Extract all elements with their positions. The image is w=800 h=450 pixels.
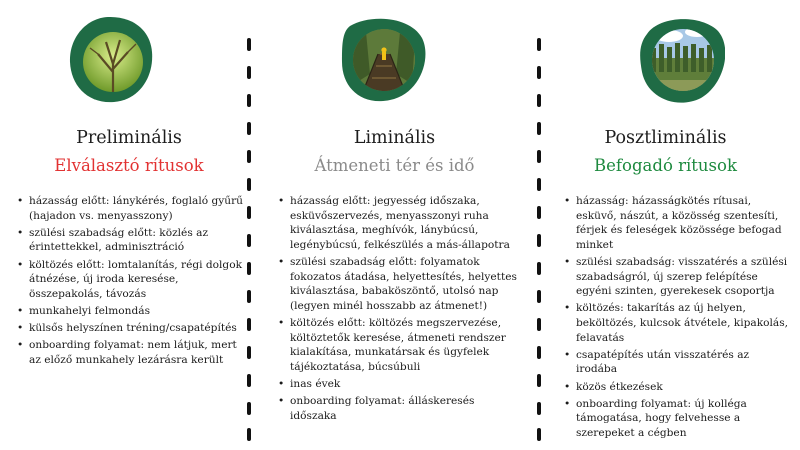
column-preliminal [0, 0, 258, 450]
list-item: • szülési szabadság előtt: folyamatok fokozatos átadása, helyettesítés, helyettes kiválasztása, babaköszöntő, utolsó nap (legyen minél hosszabb az átmenet!) [278, 255, 524, 313]
phase-subtitle: Átmeneti tér és idő [314, 156, 475, 175]
forest-canopy-image [68, 14, 154, 104]
list-item: • költözés: takarítás az új helyen, beköltözés, kulcsok átvétele, kipakolás, felavatás [564, 301, 789, 345]
phase-subtitle: Elválasztó rítusok [54, 156, 204, 175]
column-liminal [258, 0, 531, 450]
phase-list [17, 194, 243, 370]
list-item: • onboarding folyamat: álláskeresés időszaka [278, 394, 524, 423]
list-item: • munkahelyi felmondás [17, 304, 243, 319]
dashed-separator [247, 38, 252, 438]
phase-list [564, 194, 789, 443]
phase-title: Liminális [353, 128, 436, 148]
list-item: • onboarding folyamat: új kolléga támogatása, hogy felvehesse a szerepeket a cégben [564, 397, 789, 441]
phase-subtitle: Befogadó rítusok [594, 156, 737, 175]
phase-title: Preliminális [76, 128, 182, 148]
list-item: • költözés előtt: költözés megszervezése, költöztetők keresése, átmeneti rendszer kialakítása, munkatársak és ügyfelek tájékoztatása, búcsúbuli [278, 316, 524, 374]
list-item: • szülési szabadság: visszatérés a szülési szabadságról, új szerep felépítése egyéni szinten, gyerekesek csoportja [564, 255, 789, 299]
list-item: • költözés előtt: lomtalanítás, régi dolgok átnézése, új iroda keresése, összepakolás, távozás [17, 258, 243, 302]
list-item: • inas évek [278, 377, 524, 392]
list-item: • házasság előtt: lánykérés, foglaló gyűrű (hajadon vs. menyasszony) [17, 194, 243, 223]
list-item: • szülési szabadság előtt: közlés az érintettekkel, adminisztráció [17, 226, 243, 255]
list-item: • házasság: házasságkötés rítusai, esküvő, nászút, a közösség szentesíti, férjek és feleségek közössége befogad minket [564, 194, 789, 252]
list-item: • csapatépítés után visszatérés az irodába [564, 348, 789, 377]
tree-line-image [639, 14, 725, 104]
list-item: • onboarding folyamat: nem látjuk, mert az előző munkahely lezárásra került [17, 338, 243, 367]
list-item: • közös étkezések [564, 380, 789, 395]
phase-list [278, 194, 524, 426]
list-item: • házasság előtt: jegyesség időszaka, esküvőszervezés, menyasszonyi ruha kiválasztása, meghívók, lánybúcsú, legénybúcsú, felkészülés a más-állapotra [278, 194, 524, 252]
column-postliminal [531, 0, 800, 450]
list-item: • külsős helyszínen tréning/csapatépítés [17, 321, 243, 336]
phase-title: Posztliminális [604, 128, 727, 148]
suspension-bridge-image [340, 14, 426, 104]
